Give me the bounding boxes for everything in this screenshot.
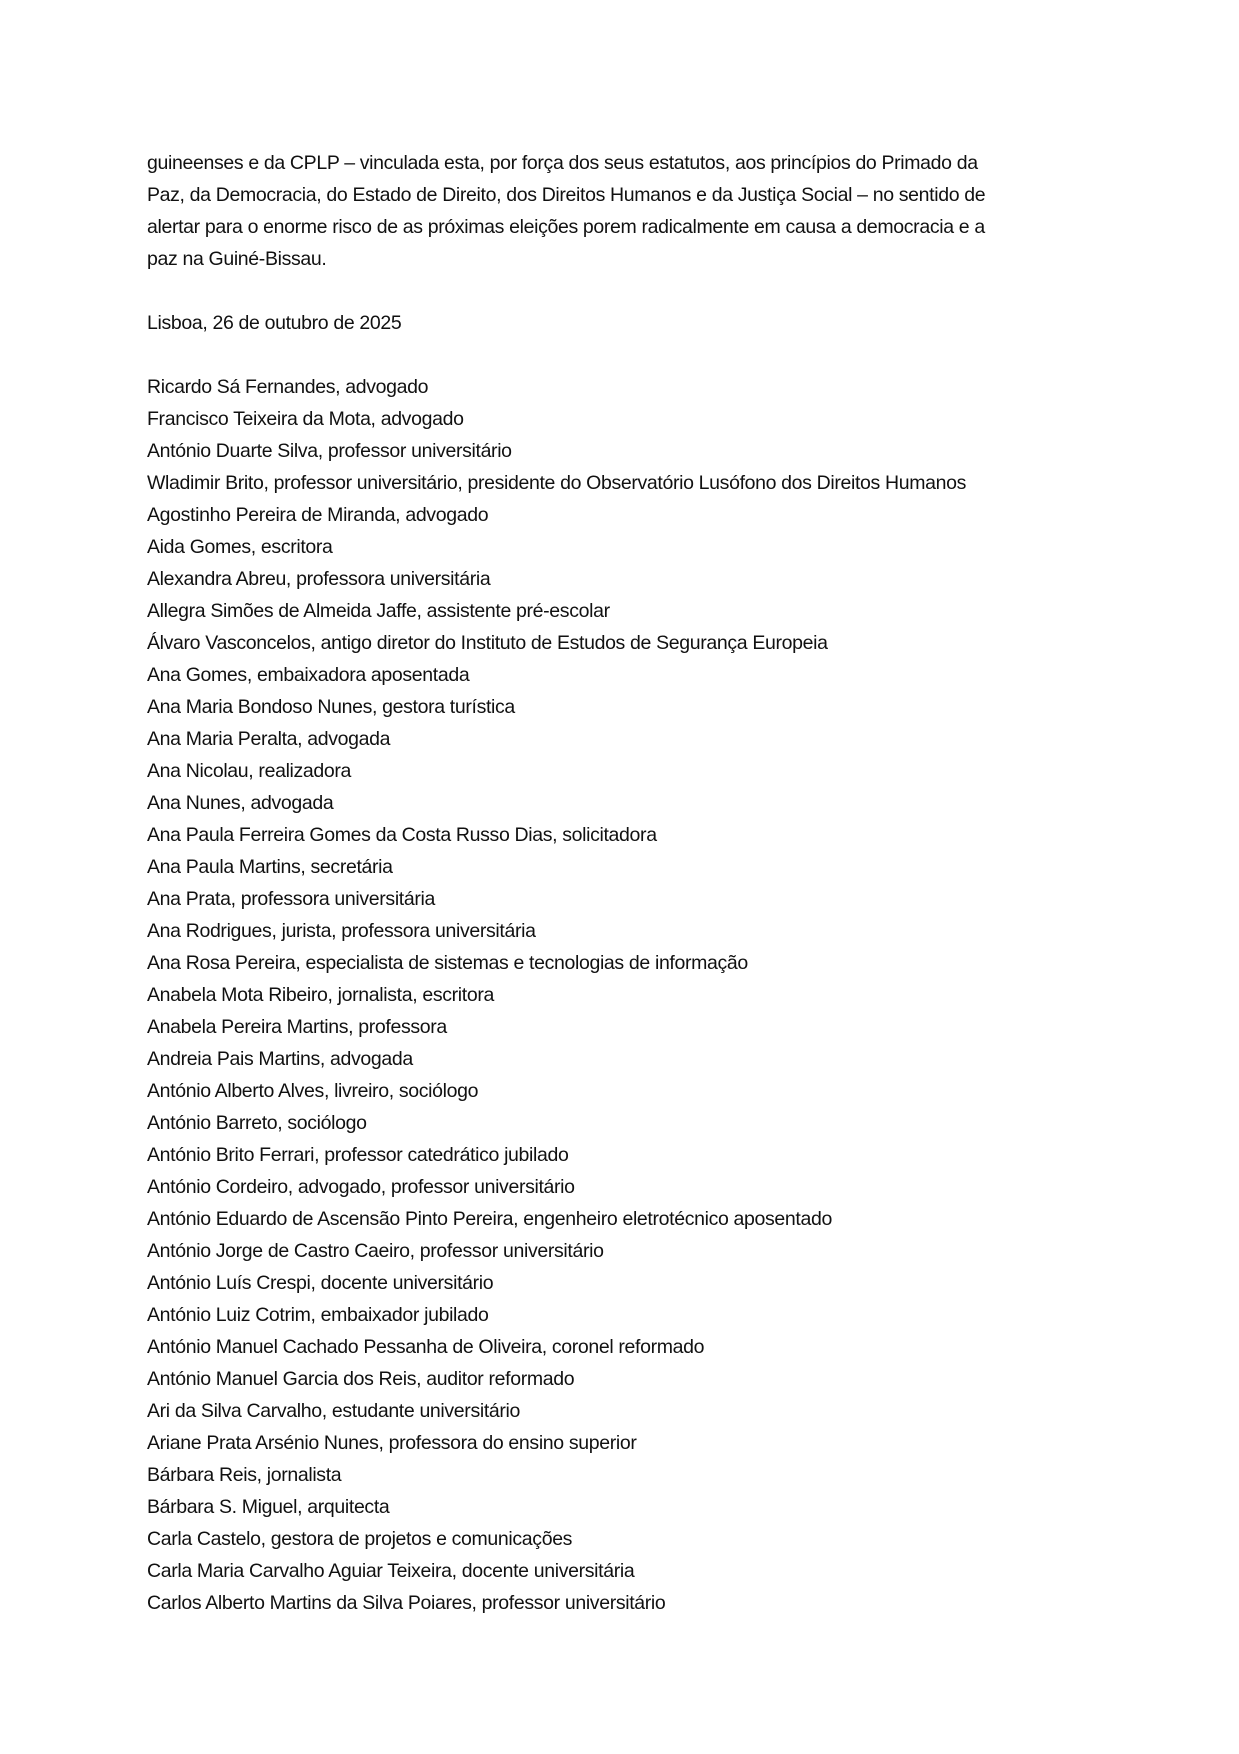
signatory-item: Bárbara S. Miguel, arquitecta (147, 1496, 390, 1518)
signatory-item: Ana Rosa Pereira, especialista de sistemas e tecnologias de informação (147, 952, 748, 974)
signatory-item: Ana Nunes, advogada (147, 792, 334, 814)
paragraph-line: Paz, da Democracia, do Estado de Direito, dos Direitos Humanos e da Justiça Social – no sentido de (147, 184, 986, 206)
signatory-item: Ana Maria Bondoso Nunes, gestora turística (147, 696, 515, 718)
date-line: Lisboa, 26 de outubro de 2025 (147, 312, 402, 334)
signatory-item: Francisco Teixeira da Mota, advogado (147, 408, 464, 430)
paragraph-line: guineenses e da CPLP – vinculada esta, por força dos seus estatutos, aos princípios do Primado da (147, 152, 978, 174)
signatory-item: Ana Prata, professora universitária (147, 888, 435, 910)
closing-paragraph (147, 147, 1107, 275)
signatory-item: António Cordeiro, advogado, professor universitário (147, 1176, 575, 1198)
signatory-item: Ricardo Sá Fernandes, advogado (147, 376, 429, 398)
signatory-item: Ana Gomes, embaixadora aposentada (147, 664, 470, 686)
signatory-item: Carla Castelo, gestora de projetos e comunicações (147, 1528, 573, 1550)
signatory-item: Allegra Simões de Almeida Jaffe, assistente pré-escolar (147, 600, 610, 622)
paragraph-line: paz na Guiné-Bissau. (147, 248, 327, 270)
signatory-item: Carlos Alberto Martins da Silva Poiares, professor universitário (147, 1592, 666, 1614)
signatory-item: Andreia Pais Martins, advogada (147, 1048, 413, 1070)
signatory-item: António Barreto, sociólogo (147, 1112, 367, 1134)
signatory-item: Ana Rodrigues, jurista, professora universitária (147, 920, 536, 942)
signatory-item: António Manuel Cachado Pessanha de Oliveira, coronel reformado (147, 1336, 705, 1358)
signatory-item: António Duarte Silva, professor universitário (147, 440, 512, 462)
signatory-item: Ana Paula Ferreira Gomes da Costa Russo Dias, solicitadora (147, 824, 657, 846)
signatory-item: António Alberto Alves, livreiro, sociólogo (147, 1080, 479, 1102)
signatory-item: António Manuel Garcia dos Reis, auditor reformado (147, 1368, 575, 1390)
signatory-item: Agostinho Pereira de Miranda, advogado (147, 504, 489, 526)
signatory-item: António Eduardo de Ascensão Pinto Pereira, engenheiro eletrotécnico aposentado (147, 1208, 832, 1230)
signatory-item: Bárbara Reis, jornalista (147, 1464, 342, 1486)
signatory-item: Ariane Prata Arsénio Nunes, professora do ensino superior (147, 1432, 637, 1454)
signatory-item: Álvaro Vasconcelos, antigo diretor do Instituto de Estudos de Segurança Europeia (147, 632, 828, 654)
signatory-item: Ana Maria Peralta, advogada (147, 728, 391, 750)
signatory-item: Wladimir Brito, professor universitário, presidente do Observatório Lusófono dos Direitos Humanos (147, 472, 967, 494)
signatory-item: Ana Paula Martins, secretária (147, 856, 393, 878)
signatory-item: Anabela Mota Ribeiro, jornalista, escritora (147, 984, 494, 1006)
signatory-item: António Brito Ferrari, professor catedrático jubilado (147, 1144, 569, 1166)
signatory-item: António Luís Crespi, docente universitário (147, 1272, 494, 1294)
signatory-item: Alexandra Abreu, professora universitária (147, 568, 491, 590)
signatory-item: António Jorge de Castro Caeiro, professor universitário (147, 1240, 604, 1262)
signatory-item: Ana Nicolau, realizadora (147, 760, 352, 782)
signatory-item: Aida Gomes, escritora (147, 536, 333, 558)
signatory-item: Ari da Silva Carvalho, estudante universitário (147, 1400, 521, 1422)
signatory-list (147, 371, 1107, 1619)
signatory-item: António Luiz Cotrim, embaixador jubilado (147, 1304, 489, 1326)
paragraph-line: alertar para o enorme risco de as próximas eleições porem radicalmente em causa a democracia e a (147, 216, 985, 238)
document-page (147, 147, 1107, 1619)
signatory-item: Anabela Pereira Martins, professora (147, 1016, 447, 1038)
signatory-item: Carla Maria Carvalho Aguiar Teixeira, docente universitária (147, 1560, 635, 1582)
